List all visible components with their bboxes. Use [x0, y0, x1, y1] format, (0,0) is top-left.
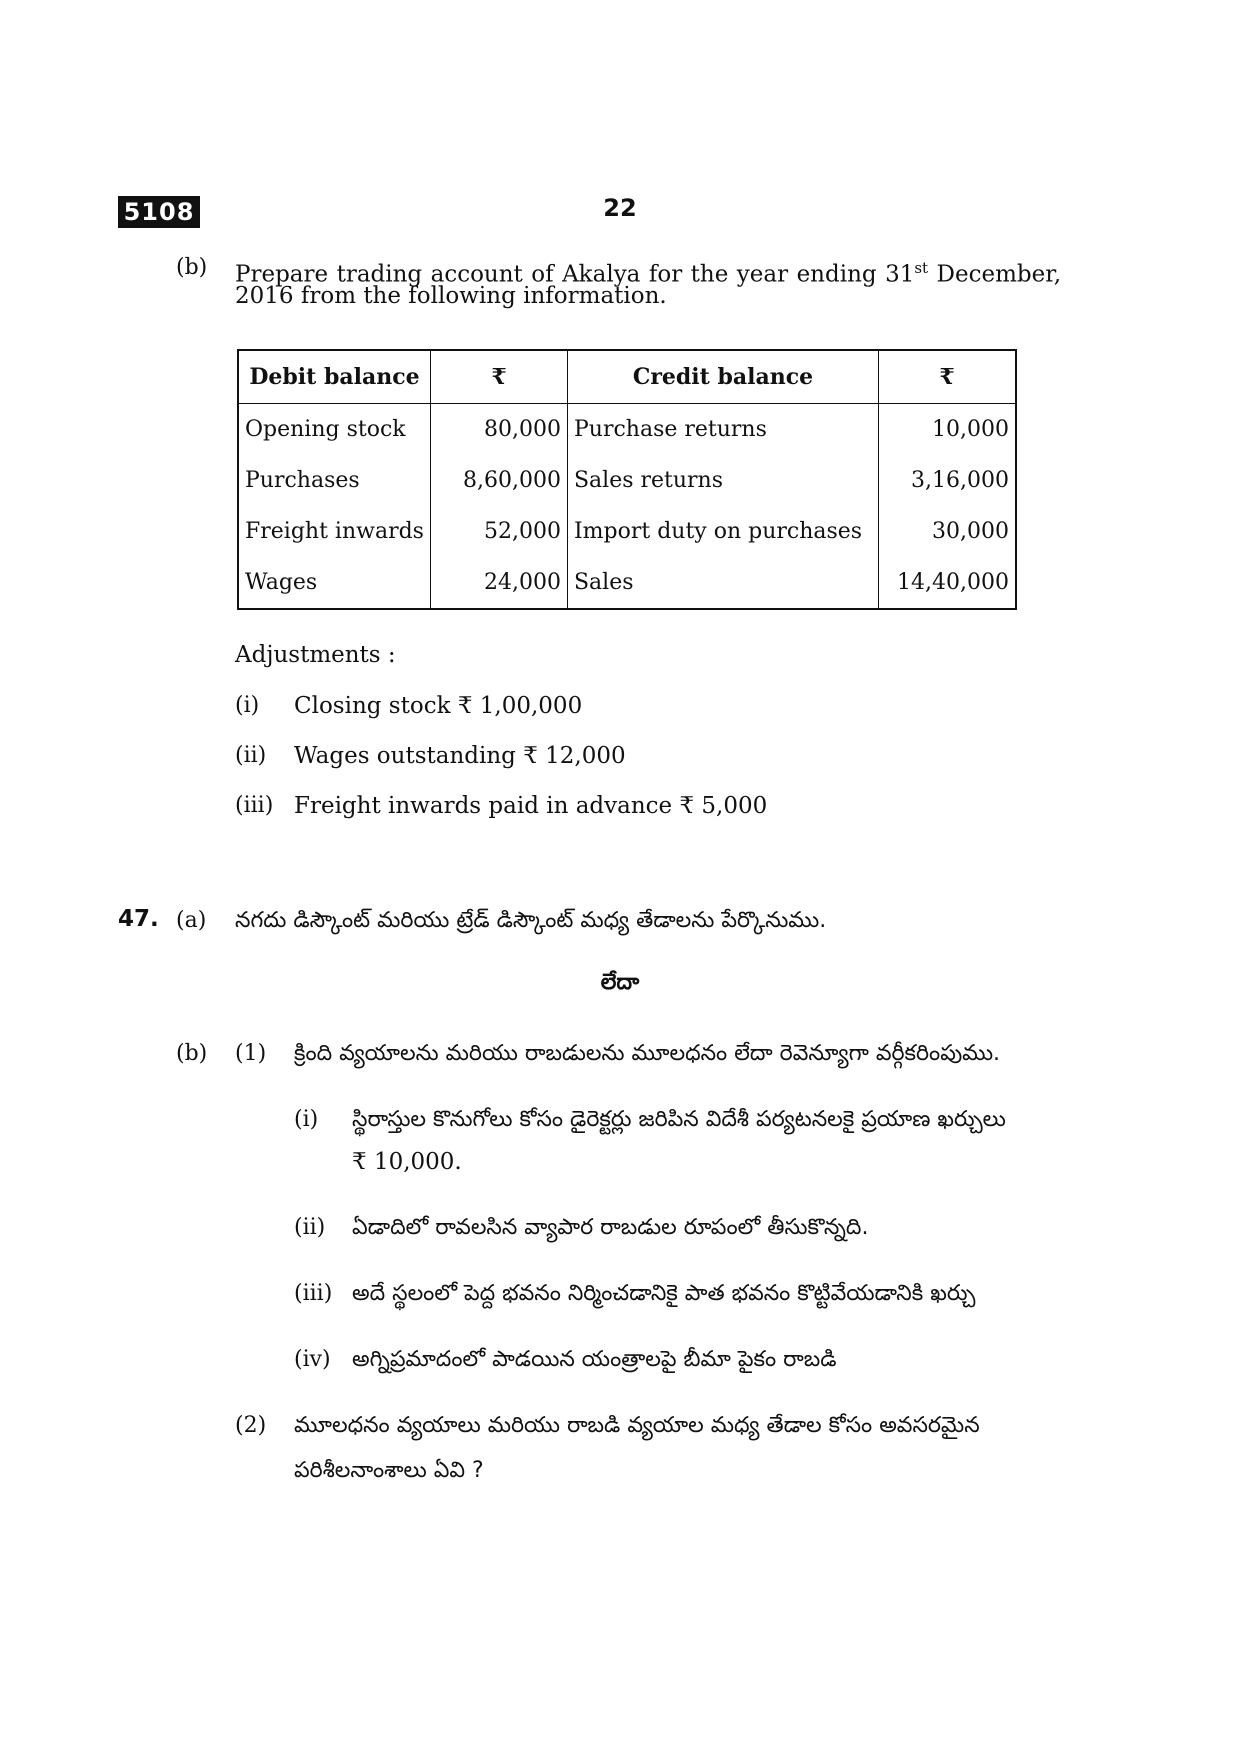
table-header-row — [238, 350, 1016, 404]
trial-balance-table — [237, 349, 1017, 610]
q46b-line1-sup: st — [914, 259, 929, 277]
sub-item-label: (iv) — [294, 1347, 331, 1372]
header-credit-balance: Credit balance — [567, 350, 878, 404]
sub-item-text-line2: ₹ 10,000. — [352, 1149, 462, 1175]
q47a-label: (a) — [176, 908, 207, 933]
credit-amount: 30,000 — [878, 506, 1016, 557]
adjustment-text: Closing stock ₹ 1,00,000 — [294, 693, 583, 719]
q47b2-line1: మూలధనం వ్యయాలు మరియు రాబడి వ్యయాల మధ్య తేడాల కోసం అవసరమైన — [294, 1413, 980, 1438]
sub-item-text: అగ్నిప్రమాదంలో పాడయిన యంత్రాలపై బీమా పైకం రాబడి — [352, 1347, 837, 1372]
sub-item-text: స్థిరాస్తుల కొనుగోలు కోసం డైరెక్టర్లు జరిపిన విదేశీ పర్యటనలకై ప్రయాణ ఖర్చులు — [352, 1107, 1006, 1132]
debit-item: Purchases — [238, 455, 430, 506]
debit-item: Freight inwards — [238, 506, 430, 557]
sub-item-text: ఏడాదిలో రావలసిన వ్యాపార రాబడుల రూపంలో తీసుకొన్నది. — [352, 1215, 869, 1240]
or-separator: లేదా — [600, 970, 640, 995]
table-row — [238, 557, 1016, 609]
q47b1-label: (1) — [235, 1041, 267, 1066]
adjustment-label: (iii) — [235, 793, 274, 818]
table-row — [238, 404, 1016, 456]
table-row — [238, 455, 1016, 506]
q46b-line1-pre: Prepare trading account of Akalya for the year ending 31 — [235, 261, 915, 288]
header-debit-balance: Debit balance — [238, 350, 430, 404]
adjustment-label: (ii) — [235, 743, 267, 768]
q46b-line1-post: December, — [928, 261, 1062, 288]
credit-amount: 3,16,000 — [878, 455, 1016, 506]
q47b2-label: (2) — [235, 1413, 267, 1438]
debit-amount: 52,000 — [430, 506, 567, 557]
q47b-label: (b) — [176, 1041, 208, 1066]
debit-item: Opening stock — [238, 404, 430, 456]
sub-item-text: అదే స్థలంలో పెద్ద భవనం నిర్మించడానికై పాత భవనం కొట్టివేయడానికి ఖర్చు — [352, 1281, 976, 1306]
sub-item-label: (ii) — [294, 1215, 326, 1240]
adjustments-title: Adjustments : — [235, 642, 396, 668]
q47b2-line2: పరిశీలనాంశాలు ఏవి ? — [294, 1458, 484, 1483]
credit-amount: 10,000 — [878, 404, 1016, 456]
sub-item-label: (i) — [294, 1107, 319, 1132]
debit-item: Wages — [238, 557, 430, 609]
credit-item: Sales returns — [567, 455, 878, 506]
q46b-label: (b) — [176, 255, 208, 280]
table-row — [238, 506, 1016, 557]
adjustment-text: Freight inwards paid in advance ₹ 5,000 — [294, 793, 768, 819]
credit-amount: 14,40,000 — [878, 557, 1016, 609]
question-number: 47. — [118, 906, 159, 932]
page-number: 22 — [603, 194, 637, 222]
header-credit-rupee: ₹ — [878, 350, 1016, 404]
sub-item-label: (iii) — [294, 1281, 333, 1306]
debit-amount: 80,000 — [430, 404, 567, 456]
q47b1-text: క్రింది వ్యయాలను మరియు రాబడులను మూలధనం లేదా రెవెన్యూగా వర్గీకరింపుము. — [294, 1041, 1001, 1066]
credit-item: Purchase returns — [567, 404, 878, 456]
adjustment-text: Wages outstanding ₹ 12,000 — [294, 743, 626, 769]
credit-item: Sales — [567, 557, 878, 609]
credit-item: Import duty on purchases — [567, 506, 878, 557]
q47a-text: నగదు డిస్కౌంట్ మరియు ట్రేడ్ డిస్కౌంట్ మధ్య తేడాలను పేర్కొనుము. — [235, 908, 827, 933]
adjustment-label: (i) — [235, 693, 260, 718]
q46b-line2: 2016 from the following information. — [235, 283, 667, 309]
header-debit-rupee: ₹ — [430, 350, 567, 404]
debit-amount: 8,60,000 — [430, 455, 567, 506]
debit-amount: 24,000 — [430, 557, 567, 609]
paper-code-badge: 5108 — [118, 196, 200, 228]
